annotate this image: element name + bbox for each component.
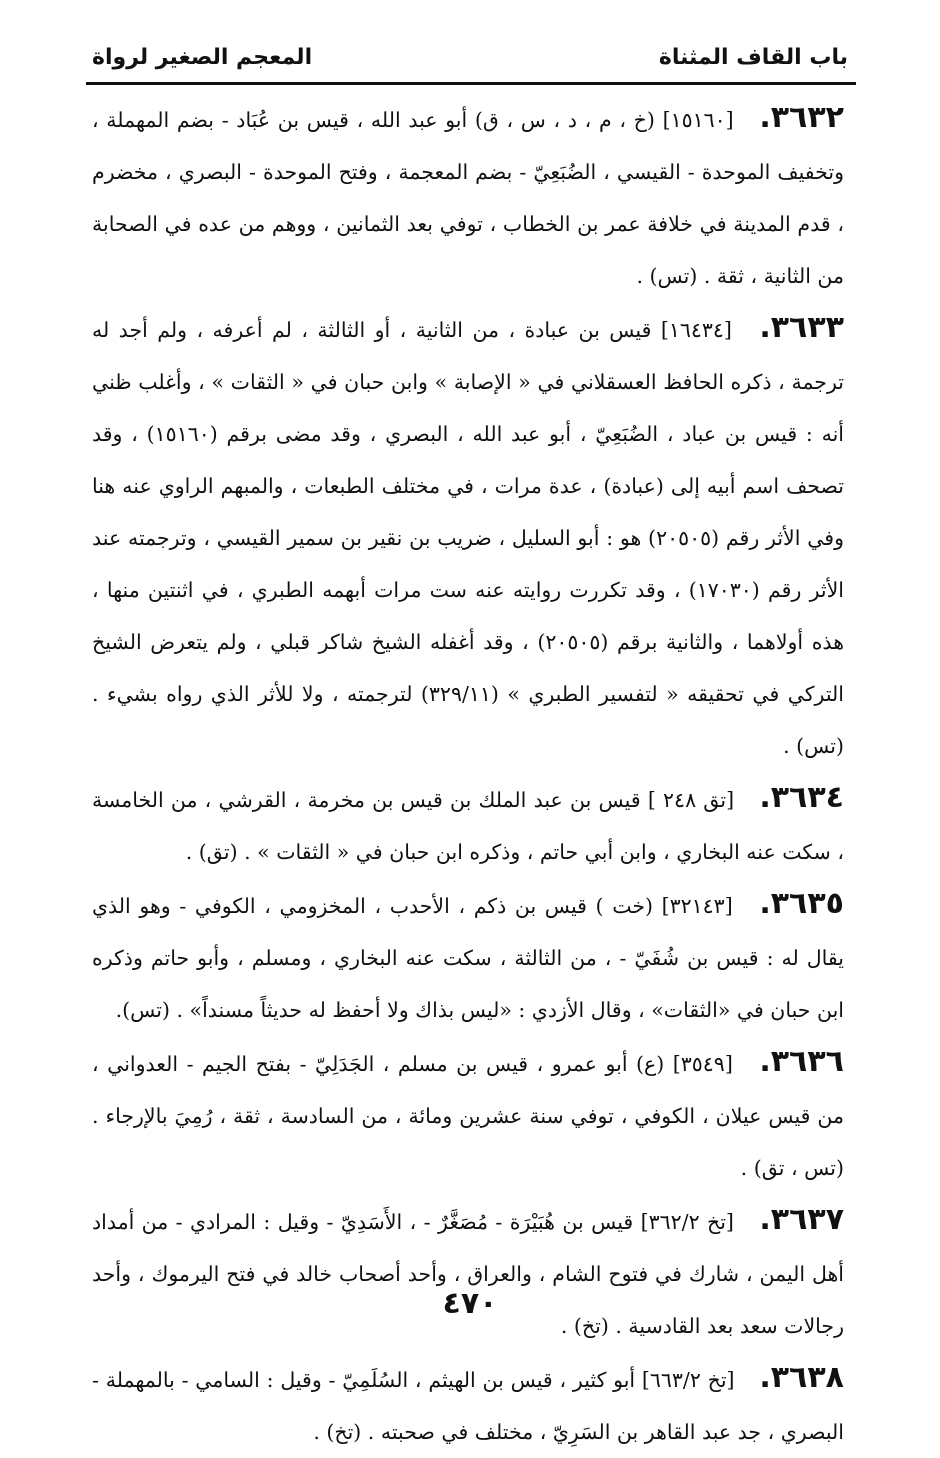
entry-text: [١٥١٦٠] (خ ، م ، د ، س ، ق) أبو عبد الله ، قيس بن عُبَاد - بضم المهملة ، وتخفيف الموحدة - القيسي ، الضُبَعِيّ - بضم المعجمة ، وفتح الموحدة - البصري ، مخضرم ، قدم المدينة في خلافة عمر بن الخطاب ، توفي بعد الثمانين ، ووهم من عده في الصحابة من الثانية ، ثقة . (تس) . [92,108,844,288]
entry-number: ٣٦٣٥. [759,886,844,921]
entry-number: ٣٦٣٦. [759,1044,844,1079]
entry-3637 [92,1194,844,1352]
running-header [92,22,848,70]
entry-text: [تخ ٦٦٣/٢] أبو كثير ، قيس بن الهيثم ، السُلَمِيّ - وقيل : السامي - بالمهملة - البصري ، جد عبد القاهر بن السَرِيّ ، مختلف في صحبته . (تخ) . [92,1368,844,1444]
page-number: ٤٧٠ [442,1286,498,1321]
header-rule [86,82,856,85]
entry-number: ٣٦٣٧. [759,1202,845,1237]
entries-body [92,92,844,1458]
entry-3633 [92,302,844,772]
entry-text: [٣٢١٤٣] (خت ) قيس بن ذكم ، الأحدب ، المخزومي ، الكوفي - وهو الذي يقال له : قيس بن شُفَيّ - ، من الثالثة ، سكت عنه البخاري ، ومسلم ، وأبو حاتم وذكره ابن حبان في «الثقات» ، وقال الأزدي : «ليس بذاك ولا أحفظ له حديثاً مسنداً» . (تس). [92,894,844,1022]
entry-number: ٣٦٣٢. [759,100,844,135]
entry-text: [تخ ٣٦٢/٢] قيس بن هُبَيْرَة - مُصَغَّرٌ - ، الأَسَدِيّ - وقيل : المرادي - من أمداد أهل اليمن ، شارك في فتوح الشام ، والعراق ، وأحد أصحاب خالد في فتح اليرموك ، وأحد رجالات سعد بعد القادسية . (تخ) . [92,1210,844,1338]
entry-3635 [92,878,844,1036]
entry-number: ٣٦٣٣. [759,310,844,345]
entry-text: [تق ٢٤٨ ] قيس بن عبد الملك بن قيس بن مخرمة ، القرشي ، من الخامسة ، سكت عنه البخاري ، وابن أبي حاتم ، وذكره ابن حبان في « الثقات » . (تق) . [92,788,844,864]
entry-3638 [92,1352,844,1458]
entry-3632 [92,92,844,302]
entry-number: ٣٦٣٨. [759,1360,844,1395]
entry-number: ٣٦٣٤. [759,780,844,815]
entry-text: [١٦٤٣٤] قيس بن عبادة ، من الثانية ، أو الثالثة ، لم أعرفه ، ولم أجد له ترجمة ، ذكره الحافظ العسقلاني في « الإصابة » وابن حبان في « الثقات » ، وأغلب ظني أنه : قيس بن عباد ، الضُبَعِيّ ، أبو عبد الله ، البصري ، وقد مضى برقم (١٥١٦٠) ، وقد تصحف اسم أبيه إلى (عبادة) ، عدة مرات ، في مختلف الطبعات ، والمبهم الراوي عنه هنا وفي الأثر رقم (٢٠٥٠٥) هو : أبو السليل ، ضريب بن نقير بن سمير القيسي ، وترجمته عند الأثر رقم (١٧٠٣٠) ، وقد تكررت روايته عنه ست مرات أبهمه الطبري ، في اثنتين منها ، هذه أولاهما ، والثانية برقم (٢٠٥٠٥) ، وقد أغفله الشيخ شاكر قبلي ، ولم يتعرض الشيخ التركي في تحقيقه « لتفسير الطبري » (٣٢٩/١١) لترجمته ، ولا للأثر الذي رواه بشيء . (تس) . [92,318,845,758]
entry-3634 [92,772,844,878]
entry-text: [٣٥٤٩] (ع) أبو عمرو ، قيس بن مسلم ، الجَدَلِيّ - بفتح الجيم - العدواني ، من قيس عيلان ، الكوفي ، توفي سنة عشرين ومائة ، من السادسة ، ثقة ، رُمِيَ بالإرجاء . (تس ، تق) . [92,1052,844,1180]
entry-3636 [92,1036,844,1194]
header-book-title: المعجم الصغير لرواة [92,45,313,70]
header-chapter-title: باب القاف المثناة [658,45,848,70]
